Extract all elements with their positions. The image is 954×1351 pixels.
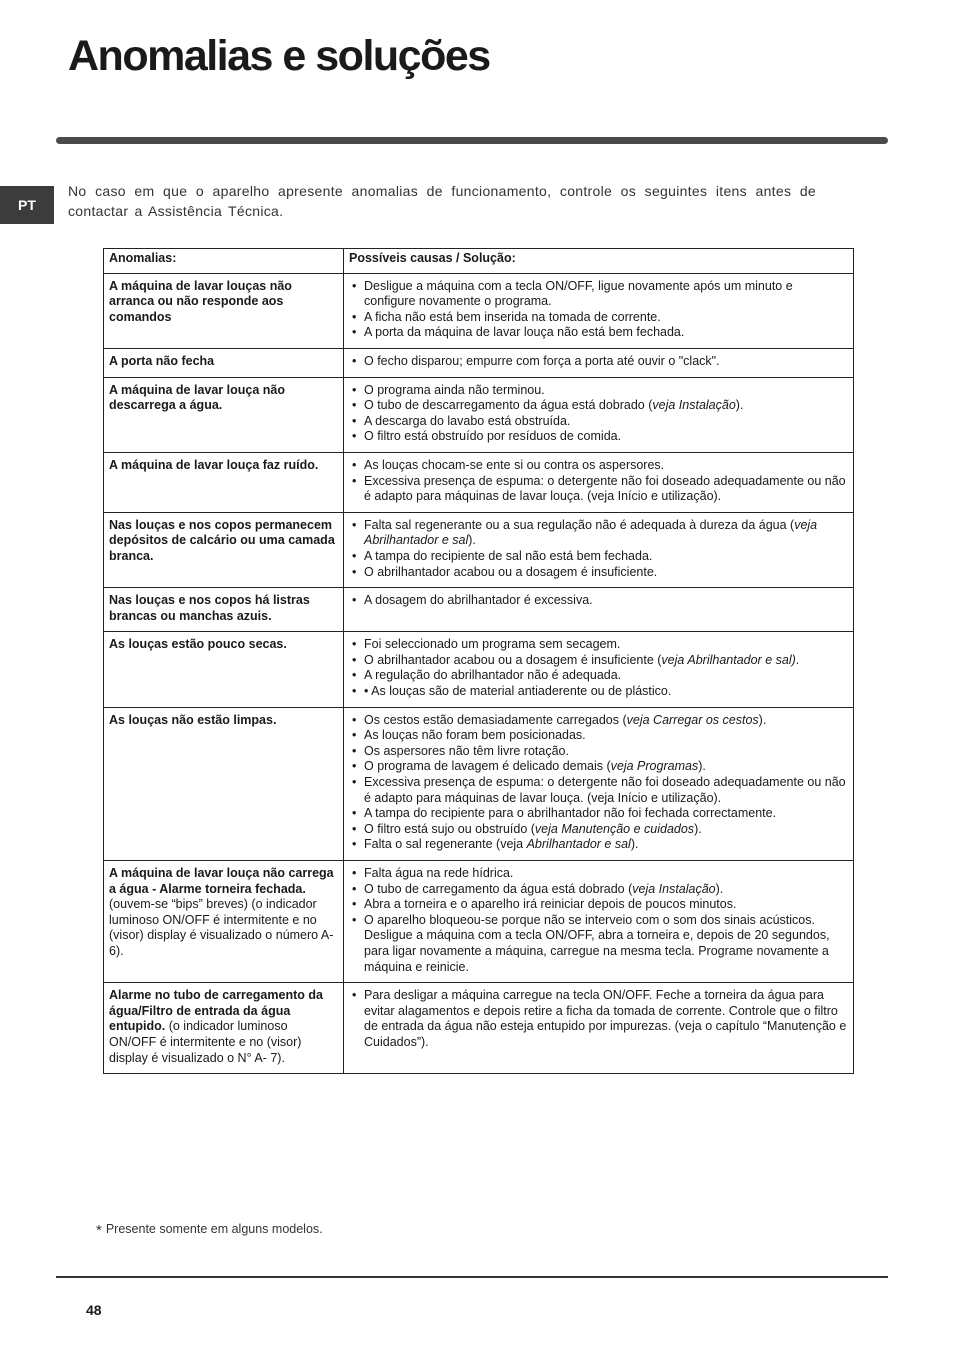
anomaly-title: As louças estão pouco secas. bbox=[109, 637, 287, 652]
anomaly-cell bbox=[104, 452, 344, 512]
cause-item bbox=[349, 759, 847, 775]
anomaly-cell bbox=[104, 707, 344, 860]
cause-text: O filtro está sujo ou obstruído ( bbox=[364, 821, 535, 836]
table-row bbox=[104, 632, 854, 707]
causes-list bbox=[349, 354, 847, 370]
cause-text: O abrilhantador acabou ou a dosagem é insuficiente ( bbox=[364, 652, 662, 667]
anomaly-title: Nas louças e nos copos permanecem depósitos de calcário ou uma camada branca. bbox=[109, 517, 335, 563]
causes-cell bbox=[344, 273, 854, 348]
intro-paragraph: No caso em que o aparelho apresente anomalias de funcionamento, controle os seguintes itens antes de contactar a Assistência Técnica. bbox=[68, 183, 816, 219]
cause-reference: veja Carregar os cestos bbox=[626, 712, 759, 727]
cause-item bbox=[349, 474, 847, 505]
cause-text: Falta o sal regenerante (veja bbox=[364, 837, 527, 852]
causes-list bbox=[349, 458, 847, 505]
cause-text: ). bbox=[715, 881, 724, 896]
causes-list bbox=[349, 593, 847, 609]
causes-cell bbox=[344, 348, 854, 377]
cause-text: Excessiva presença de espuma: o detergente não foi doseado adequadamente ou não é adapto para máquinas de lavar louça. (veja Início e utilização). bbox=[364, 473, 846, 504]
cause-text: O programa de lavagem é delicado demais ( bbox=[364, 759, 611, 774]
cause-text: A tampa do recipiente de sal não está bem fechada. bbox=[364, 548, 653, 563]
causes-list bbox=[349, 383, 847, 445]
cause-text: Para desligar a máquina carregue na tecla ON/OFF. Feche a torneira da água para evitar alagamentos e depois retire a ficha da tomada de corrente. Controle que o filtro de entrada da água não esteja entupido por impurezas. (veja o capítulo “Manutenção e Cuidados”). bbox=[364, 988, 847, 1049]
cause-reference: veja Instalação bbox=[632, 881, 716, 896]
cause-text: • As louças são de material antiaderente ou de plástico. bbox=[364, 684, 672, 699]
cause-item bbox=[349, 882, 847, 898]
footnote bbox=[96, 1222, 323, 1239]
cause-text: ). bbox=[694, 821, 702, 836]
anomaly-cell bbox=[104, 983, 344, 1074]
cause-item bbox=[349, 398, 847, 414]
causes-list bbox=[349, 637, 847, 699]
cause-item bbox=[349, 279, 847, 310]
anomaly-cell bbox=[104, 632, 344, 707]
cause-text: O filtro está obstruído por resíduos de comida. bbox=[364, 429, 622, 444]
cause-item bbox=[349, 897, 847, 913]
causes-list bbox=[349, 518, 847, 580]
cause-item bbox=[349, 653, 847, 669]
cause-text: ). bbox=[630, 837, 639, 852]
table-row bbox=[104, 707, 854, 860]
cause-text: A porta da máquina de lavar louça não está bem fechada. bbox=[364, 325, 685, 340]
cause-item bbox=[349, 637, 847, 653]
cause-text: . bbox=[795, 652, 800, 667]
cause-text: ). bbox=[468, 533, 476, 548]
cause-item bbox=[349, 668, 847, 684]
cause-item bbox=[349, 713, 847, 729]
cause-item bbox=[349, 549, 847, 565]
anomaly-title: A máquina de lavar louças não arranca ou não responde aos comandos bbox=[109, 278, 292, 324]
anomaly-title: A porta não fecha bbox=[109, 353, 215, 368]
page-number: 48 bbox=[86, 1302, 102, 1318]
anomaly-cell bbox=[104, 273, 344, 348]
anomaly-cell bbox=[104, 377, 344, 452]
cause-item bbox=[349, 458, 847, 474]
cause-text: O programa ainda não terminou. bbox=[364, 382, 545, 397]
causes-list bbox=[349, 866, 847, 975]
anomaly-title: A máquina de lavar louça não carrega a água - Alarme torneira fechada. bbox=[109, 866, 334, 896]
cause-item bbox=[349, 310, 847, 326]
column-header-anomalies: Anomalias: bbox=[104, 249, 344, 274]
anomaly-cell bbox=[104, 348, 344, 377]
causes-list bbox=[349, 713, 847, 853]
cause-item bbox=[349, 565, 847, 581]
cause-item bbox=[349, 988, 847, 1050]
table-row bbox=[104, 273, 854, 348]
cause-reference: veja Abrilhantador e sal) bbox=[661, 652, 796, 667]
anomaly-note: (o indicador luminoso ON/OFF é intermitente e no (visor) display é visualizado o N° A- 7). bbox=[109, 1019, 302, 1065]
cause-item bbox=[349, 913, 847, 975]
cause-item bbox=[349, 822, 847, 838]
cause-reference: veja Instalação bbox=[652, 398, 736, 413]
anomaly-cell bbox=[104, 861, 344, 983]
troubleshooting-table bbox=[103, 248, 854, 1074]
title-divider bbox=[56, 137, 888, 144]
cause-text: Os aspersores não têm livre rotação. bbox=[364, 743, 569, 758]
causes-cell bbox=[344, 452, 854, 512]
cause-item bbox=[349, 775, 847, 806]
column-header-causes: Possíveis causas / Solução: bbox=[344, 249, 854, 274]
cause-text: As louças chocam-se ente si ou contra os aspersores. bbox=[364, 457, 665, 472]
footer-divider bbox=[56, 1276, 888, 1278]
anomaly-cell bbox=[104, 588, 344, 632]
table-row bbox=[104, 512, 854, 587]
anomaly-cell bbox=[104, 512, 344, 587]
cause-text: O tubo de carregamento da água está dobrado ( bbox=[364, 881, 633, 896]
cause-item bbox=[349, 744, 847, 760]
causes-cell bbox=[344, 707, 854, 860]
cause-item bbox=[349, 728, 847, 744]
table-row bbox=[104, 377, 854, 452]
cause-text: A descarga do lavabo está obstruída. bbox=[364, 413, 571, 428]
causes-cell bbox=[344, 512, 854, 587]
footnote-text: Presente somente em alguns modelos. bbox=[105, 1222, 323, 1236]
cause-text: A tampa do recipiente para o abrilhantador não foi fechada correctamente. bbox=[364, 806, 777, 821]
cause-text: Os cestos estão demasiadamente carregados ( bbox=[364, 712, 627, 727]
cause-text: Falta sal regenerante ou a sua regulação não é adequada à dureza da água ( bbox=[364, 517, 795, 532]
cause-text: ). bbox=[698, 759, 706, 774]
causes-list bbox=[349, 988, 847, 1050]
cause-text: Falta água na rede hídrica. bbox=[364, 866, 514, 880]
cause-text: Excessiva presença de espuma: o detergente não foi doseado adequadamente ou não é adapto para máquinas de lavar louça. (veja Início e utilização). bbox=[364, 775, 846, 805]
cause-item bbox=[349, 429, 847, 445]
cause-text: O tubo de descarregamento da água está dobrado ( bbox=[364, 398, 653, 413]
cause-item bbox=[349, 593, 847, 609]
cause-text: A dosagem do abrilhantador é excessiva. bbox=[364, 593, 593, 608]
cause-text: ). bbox=[758, 712, 767, 727]
cause-text: Desligue a máquina com a tecla ON/OFF, ligue novamente após um minuto e configure novamente o programa. bbox=[364, 278, 793, 309]
cause-text: A ficha não está bem inserida na tomada de corrente. bbox=[364, 309, 661, 324]
cause-text: O fecho disparou; empurre com força a porta até ouvir o "clack". bbox=[364, 353, 720, 368]
cause-text: A regulação do abrilhantador não é adequada. bbox=[364, 668, 622, 683]
cause-text: ). bbox=[735, 398, 744, 413]
cause-item bbox=[349, 866, 847, 882]
cause-text: Abra a torneira e o aparelho irá reiniciar depois de poucos minutos. bbox=[364, 897, 737, 912]
cause-item bbox=[349, 806, 847, 822]
anomaly-title: Nas louças e nos copos há listras brancas ou manchas azuis. bbox=[109, 593, 310, 623]
causes-cell bbox=[344, 377, 854, 452]
cause-reference: veja Abrilhantador e sal bbox=[364, 517, 818, 548]
cause-reference: veja Programas bbox=[610, 759, 699, 774]
table-row bbox=[104, 983, 854, 1074]
cause-item bbox=[349, 354, 847, 370]
causes-cell bbox=[344, 632, 854, 707]
language-tab: PT bbox=[0, 186, 54, 224]
cause-item bbox=[349, 414, 847, 430]
table-row bbox=[104, 348, 854, 377]
cause-item bbox=[349, 518, 847, 549]
anomaly-title: A máquina de lavar louça faz ruído. bbox=[109, 457, 319, 472]
cause-reference: veja Manutenção e cuidados bbox=[534, 821, 695, 836]
table-header-row bbox=[104, 249, 854, 274]
cause-item bbox=[349, 684, 847, 700]
anomaly-title: A máquina de lavar louça não descarrega a água. bbox=[109, 382, 285, 413]
causes-cell bbox=[344, 588, 854, 632]
footnote-asterisk: * bbox=[96, 1222, 102, 1239]
table-row bbox=[104, 452, 854, 512]
cause-text: Foi seleccionado um programa sem secagem. bbox=[364, 637, 621, 652]
anomaly-title: As louças não estão limpas. bbox=[109, 712, 277, 727]
cause-reference: Abrilhantador e sal bbox=[526, 837, 631, 852]
causes-cell bbox=[344, 861, 854, 983]
cause-item bbox=[349, 325, 847, 341]
cause-item bbox=[349, 383, 847, 399]
table-row bbox=[104, 588, 854, 632]
table-row bbox=[104, 861, 854, 983]
anomaly-title: Alarme no tubo de carregamento da água/Filtro de entrada da água entupido. bbox=[109, 988, 323, 1034]
cause-text: O abrilhantador acabou ou a dosagem é insuficiente. bbox=[364, 564, 658, 579]
table-body bbox=[104, 273, 854, 1074]
cause-item bbox=[349, 837, 847, 853]
causes-cell bbox=[344, 983, 854, 1074]
cause-text: O aparelho bloqueou-se porque não se interveio com o som dos sinais acústicos. Desligue a máquina com a tecla ON/OFF, abra a torneira e, depois de 20 segundos, para ligar novamente a máquina, carregue na mesma tecla. Programe novamente a máquina e reinicie. bbox=[364, 912, 830, 974]
causes-list bbox=[349, 279, 847, 341]
page-title: Anomalias e soluções bbox=[68, 32, 490, 80]
anomaly-note: (ouvem-se “bips” breves) (o indicador luminoso ON/OFF é intermitente e no (visor) display é visualizado o número A-6). bbox=[109, 897, 334, 958]
cause-text: As louças não foram bem posicionadas. bbox=[364, 728, 586, 743]
